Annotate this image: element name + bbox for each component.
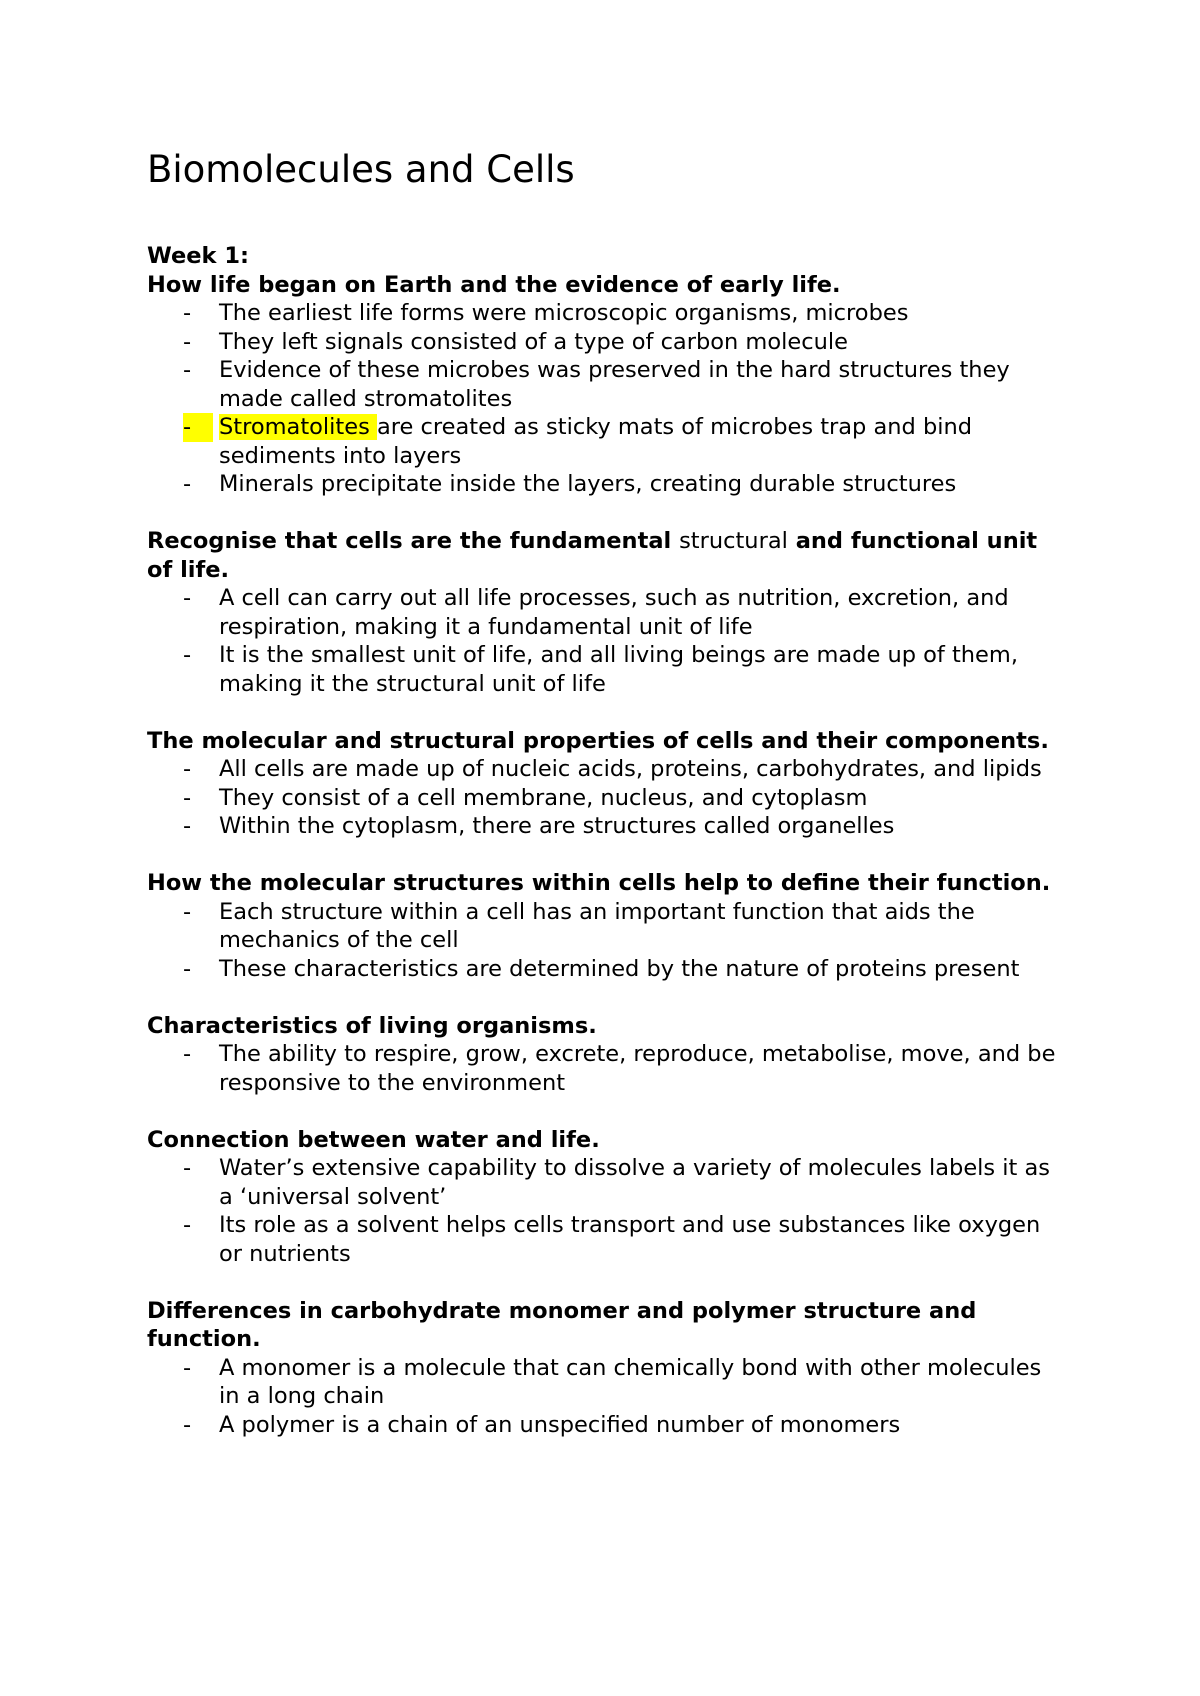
bullet-dash: -: [183, 898, 192, 925]
week-label: Week 1:: [147, 243, 249, 269]
section-molecular-structures: [147, 869, 1067, 983]
bullet-dash: -: [183, 1411, 192, 1438]
section-living-characteristics: [147, 1012, 1067, 1098]
bullet-dash: -: [183, 1212, 192, 1238]
bullet-dash: -: [183, 1155, 192, 1181]
bullet-list: [147, 755, 1067, 841]
bullet-list: [147, 584, 1067, 698]
list-item: - Minerals precipitate inside the layers, creating durable structures: [183, 471, 957, 497]
section-heading: The molecular and structural properties of cells and their components.: [147, 727, 1049, 754]
bullet-list: [147, 1040, 1067, 1097]
list-item: - Evidence of these microbes was preserved in the hard structures they made called stromatolites: [183, 357, 1010, 412]
section-heading: Differences in carbohydrate monomer and polymer structure and function.: [147, 1297, 977, 1352]
section-heading: Connection between water and life.: [147, 1126, 600, 1153]
bullet-list: [147, 299, 1067, 499]
bullet-dash: -: [183, 413, 213, 442]
bullet-dash: -: [183, 585, 192, 611]
list-item: - Water’s extensive capability to dissolve a variety of molecules labels it as a ‘universal solvent’: [183, 1155, 1051, 1210]
bullet-dash: -: [183, 955, 192, 982]
section-heading: Recognise that cells are the fundamental structural and functional unit of life.: [147, 528, 1038, 583]
section-carbohydrates: [147, 1297, 1067, 1440]
bullet-list: [147, 1354, 1067, 1440]
section-molecular-properties: [147, 727, 1067, 841]
bullet-dash: -: [183, 813, 192, 839]
list-item: - Its role as a solvent helps cells transport and use substances like oxygen or nutrients: [183, 1212, 1041, 1267]
bullet-list: [147, 898, 1067, 984]
document-page: [147, 140, 1067, 1468]
list-item: - All cells are made up of nucleic acids, proteins, carbohydrates, and lipids: [183, 756, 1042, 782]
document-title: Biomolecules and Cells: [147, 148, 575, 191]
bullet-dash: -: [183, 357, 192, 383]
bullet-dash: -: [183, 642, 192, 668]
list-item: - They left signals consisted of a type of carbon molecule: [183, 328, 848, 355]
list-item: - Each structure within a cell has an important function that aids the mechanics of the cell: [183, 898, 975, 953]
section-cells-fundamental: [147, 527, 1067, 698]
bullet-dash: -: [183, 756, 192, 782]
section-heading: Characteristics of living organisms.: [147, 1012, 597, 1039]
list-item: - A polymer is a chain of an unspecified number of monomers: [183, 1411, 901, 1438]
section-heading: How life began on Earth and the evidence of early life.: [147, 271, 841, 298]
list-item: - These characteristics are determined by the nature of proteins present: [183, 955, 1020, 982]
list-item: - A monomer is a molecule that can chemically bond with other molecules in a long chain: [183, 1354, 1042, 1409]
list-item: - The earliest life forms were microscopic organisms, microbes: [183, 300, 909, 326]
list-item: - They consist of a cell membrane, nucleus, and cytoplasm: [183, 784, 868, 811]
list-item: - A cell can carry out all life processes, such as nutrition, excretion, and respiration, making it a fundamental unit of life: [183, 585, 1009, 640]
bullet-list: [147, 1154, 1067, 1268]
bullet-dash: -: [183, 1354, 192, 1381]
list-item: - The ability to respire, grow, excrete, reproduce, metabolise, move, and be responsive to the environment: [183, 1041, 1056, 1096]
highlighted-text: Stromatolites: [219, 414, 377, 440]
bullet-dash: -: [183, 328, 192, 355]
section-heading: How the molecular structures within cells help to define their function.: [147, 870, 1051, 896]
bullet-dash: -: [183, 300, 192, 326]
section-water-life: [147, 1126, 1067, 1269]
list-item-highlighted: - Stromatolites are created as sticky mats of microbes trap and bind sediments into layers: [183, 414, 973, 469]
bullet-dash: -: [183, 1041, 192, 1067]
list-item: - Within the cytoplasm, there are structures called organelles: [183, 813, 895, 839]
section-early-life: [147, 271, 1067, 499]
bullet-dash: -: [183, 471, 192, 497]
bullet-dash: -: [183, 784, 192, 811]
list-item: - It is the smallest unit of life, and all living beings are made up of them, making it the structural unit of life: [183, 642, 1018, 697]
